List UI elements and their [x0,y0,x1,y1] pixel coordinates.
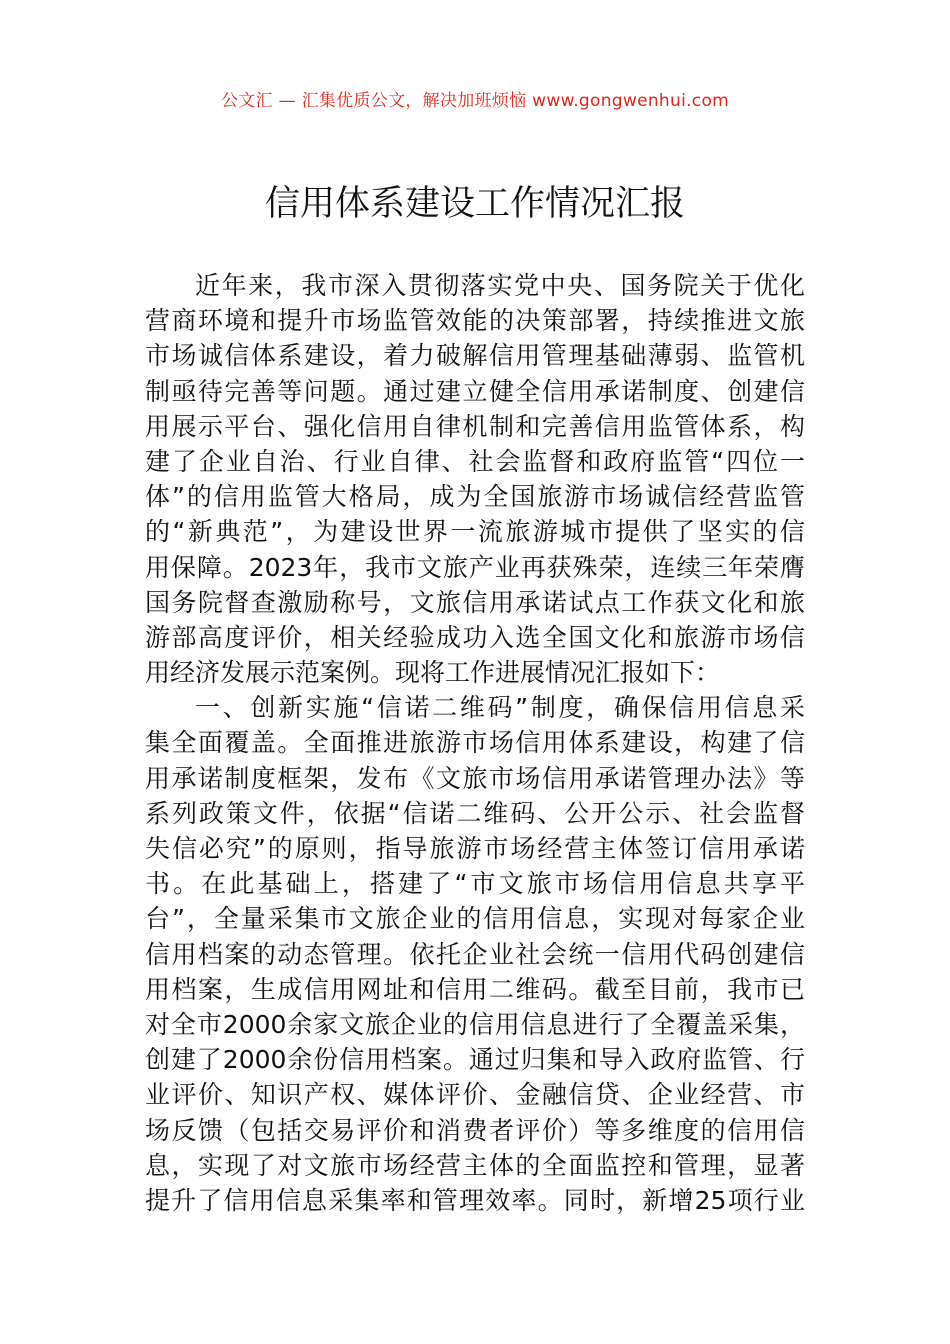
body-line: 体”的信用监管大格局，成为全国旅游市场诚信经营监管 [145,482,805,512]
body-line: 信用档案的动态管理。依托企业社会统一信用代码创建信 [145,939,805,969]
body-line: 对全市2000余家文旅企业的信用信息进行了全覆盖采集， [145,1009,805,1039]
body-line: 集全面覆盖。全面推进旅游市场信用体系建设，构建了信 [145,728,805,758]
body-line: 场反馈（包括交易评价和消费者评价）等多维度的信用信 [145,1115,805,1145]
body-line: 提升了信用信息采集率和管理效率。同时，新增25项行业 [145,1185,805,1215]
body-line: 业评价、知识产权、媒体评价、金融信贷、企业经营、市 [145,1080,805,1110]
section-heading-line: 一、创新实施“信诺二维码”制度，确保信用信息采 [195,693,805,723]
body-line: 用经济发展示范案例。现将工作进展情况汇报如下： [145,658,721,688]
body-line: 用保障。2023年，我市文旅产业再获殊荣，连续三年荣膺 [145,552,805,582]
body-line: 市场诚信体系建设，着力破解信用管理基础薄弱、监管机 [145,341,805,371]
body-line: 息，实现了对文旅市场经营主体的全面监控和管理，显著 [145,1150,805,1180]
body-line: 用展示平台、强化信用自律机制和完善信用监管体系，构 [145,411,805,441]
body-line: 近年来，我市深入贯彻落实党中央、国务院关于优化 [195,271,805,300]
body-line: 国务院督查激励称号，文旅信用承诺试点工作获文化和旅 [145,587,805,617]
body-line: 用承诺制度框架，发布《文旅市场信用承诺管理办法》等 [145,763,805,793]
body-line: 台”，全量采集市文旅企业的信用信息，实现对每家企业 [145,904,805,934]
header-banner: 公文汇 — 汇集优质公文，解决加班烦恼 www.gongwenhui.com [220,91,730,111]
body-line: 营商环境和提升市场监管效能的决策部署，持续推进文旅 [145,306,805,336]
body-line: 游部高度评价，相关经验成功入选全国文化和旅游市场信 [145,622,805,652]
body-line: 创建了2000余份信用档案。通过归集和导入政府监管、行 [145,1045,805,1075]
document-title: 信用体系建设工作情况汇报 [264,184,685,224]
body-line: 的“新典范”，为建设世界一流旅游城市提供了坚实的信 [145,517,805,547]
body-line: 书。在此基础上，搭建了“市文旅市场信用信息共享平 [145,869,805,899]
body-line: 失信必究”的原则，指导旅游市场经营主体签订信用承诺 [145,834,805,863]
document-body [145,268,805,1218]
body-line: 制亟待完善等问题。通过建立健全信用承诺制度、创建信 [145,376,805,406]
body-line: 建了企业自治、行业自律、社会监督和政府监管“四位一 [145,446,805,476]
body-line: 系列政策文件，依据“信诺二维码、公开公示、社会监督 [145,798,805,828]
body-line: 用档案，生成信用网址和信用二维码。截至目前，我市已 [145,974,805,1004]
